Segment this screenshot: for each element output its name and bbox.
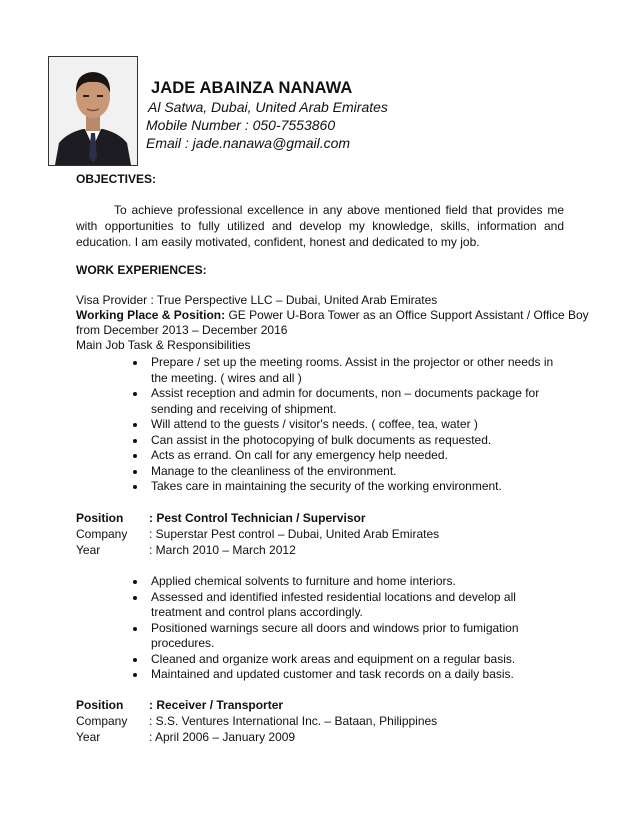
duties-list [133,574,563,683]
company-value: : Superstar Pest control – Dubai, United Arab Emirates [149,527,440,541]
objectives-text: To achieve professional excellence in any above mentioned field that provides me with opportunities to fully utilized and develop my knowledge, skills, information and education. I am easily motivated, confident, honest and dedicated to my job. [76,203,564,249]
employment-dates: from December 2013 – December 2016 [76,323,288,337]
list-item: Positioned warnings secure all doors and windows prior to fumigation procedures. [133,621,563,652]
position-label: Position [76,511,124,525]
company-label: Company [76,527,128,541]
year-label: Year [76,730,101,744]
tasks-list [133,355,563,495]
email-address: Email : jade.nanawa@gmail.com [146,135,351,151]
company-value: : S.S. Ventures International Inc. – Bataan, Philippines [149,714,438,728]
position-value: : Receiver / Transporter [149,698,284,712]
list-item: Takes care in maintaining the security of the working environment. [133,479,563,495]
year-value: : April 2006 – January 2009 [149,730,296,744]
list-item: Acts as errand. On call for any emergency help needed. [133,448,563,464]
list-item: Maintained and updated customer and task records on a daily basis. [133,667,563,683]
list-item: Applied chemical solvents to furniture and home interiors. [133,574,563,590]
list-item: Cleaned and organize work areas and equipment on a regular basis. [133,652,563,668]
year-value: : March 2010 – March 2012 [149,543,296,557]
list-item: Manage to the cleanliness of the environment. [133,464,563,480]
position-label: Position [76,698,124,712]
working-place-value: GE Power U-Bora Tower as an Office Support Assistant / Office Boy [225,308,589,322]
list-item: Assist reception and admin for documents, non – documents package for sending and receiving of shipment. [133,386,563,417]
list-item: Can assist in the photocopying of bulk documents as requested. [133,433,563,449]
year-label: Year [76,543,101,557]
list-item: Will attend to the guests / visitor's needs. ( coffee, tea, water ) [133,417,563,433]
list-item: Prepare / set up the meeting rooms. Assist in the projector or other needs in the meeting. ( wires and all ) [133,355,563,386]
visa-provider-line: Visa Provider : True Perspective LLC – Dubai, United Arab Emirates [76,293,438,307]
company-label: Company [76,714,128,728]
working-place-label: Working Place & Position: [76,308,226,322]
tasks-heading: Main Job Task & Responsibilities [76,338,251,352]
work-experiences-heading: WORK EXPERIENCES: [76,263,207,277]
profile-photo [48,56,138,166]
address-line: Al Satwa, Dubai, United Arab Emirates [148,99,388,115]
list-item: Assessed and identified infested residential locations and develop all treatment and control plans accordingly. [133,590,563,621]
mobile-number: Mobile Number : 050-7553860 [146,117,336,133]
position-value: : Pest Control Technician / Supervisor [149,511,366,525]
candidate-name: JADE ABAINZA NANAWA [151,79,353,97]
working-place-line [76,308,589,322]
person-portrait-icon [49,57,137,165]
objectives-heading: OBJECTIVES: [76,172,157,186]
